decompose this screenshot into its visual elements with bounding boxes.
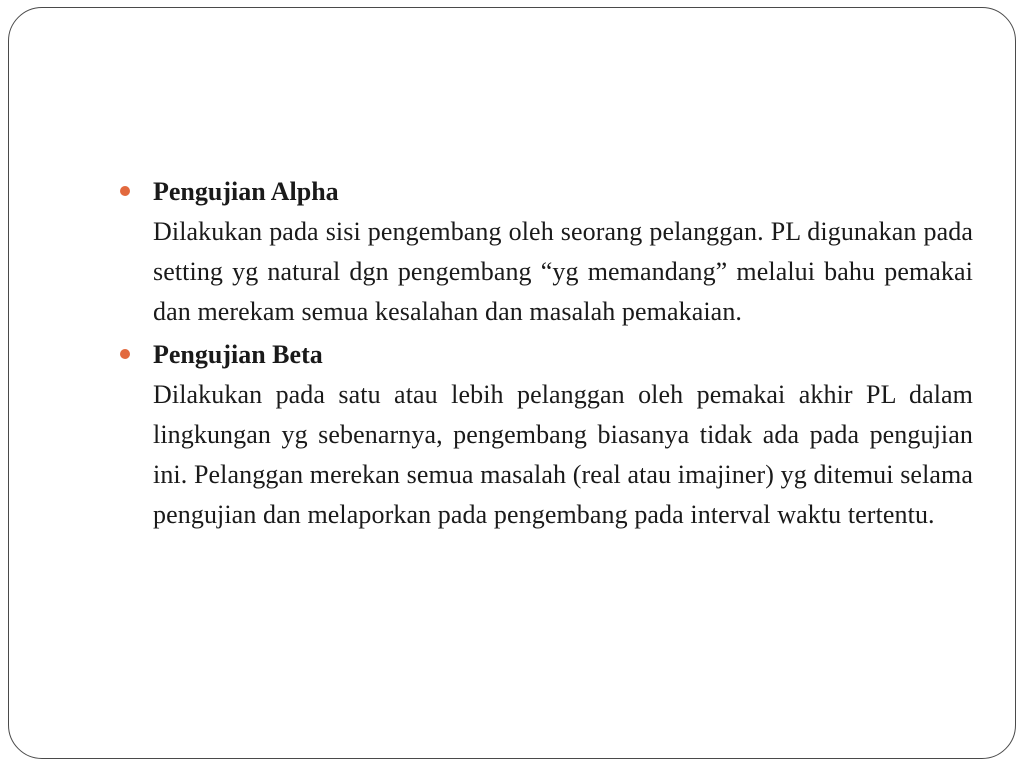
section-heading: Pengujian Beta [153,340,323,369]
section-heading: Pengujian Alpha [153,177,339,206]
bullet-dot-icon [120,186,130,196]
section-body: Dilakukan pada sisi pengembang oleh seorang pelanggan. PL digunakan pada setting yg natural dgn pengembang “yg memandang” melalui bahu pemakai dan merekam semua kesalahan dan masalah pemakaian. [153,217,973,326]
slide-content [117,172,973,538]
section-body: Dilakukan pada satu atau lebih pelanggan oleh pemakai akhir PL dalam lingkungan yg sebenarnya, pengembang biasanya tidak ada pada pengujian ini. Pelanggan merekan semua masalah (real atau imajiner) yg ditemui selama pengujian dan melaporkan pada pengembang pada interval waktu tertentu. [153,380,973,529]
bullet-item-alpha [117,172,973,332]
bullet-dot-icon [120,349,130,359]
bullet-item-beta [117,335,973,535]
slide-frame [8,7,1016,759]
